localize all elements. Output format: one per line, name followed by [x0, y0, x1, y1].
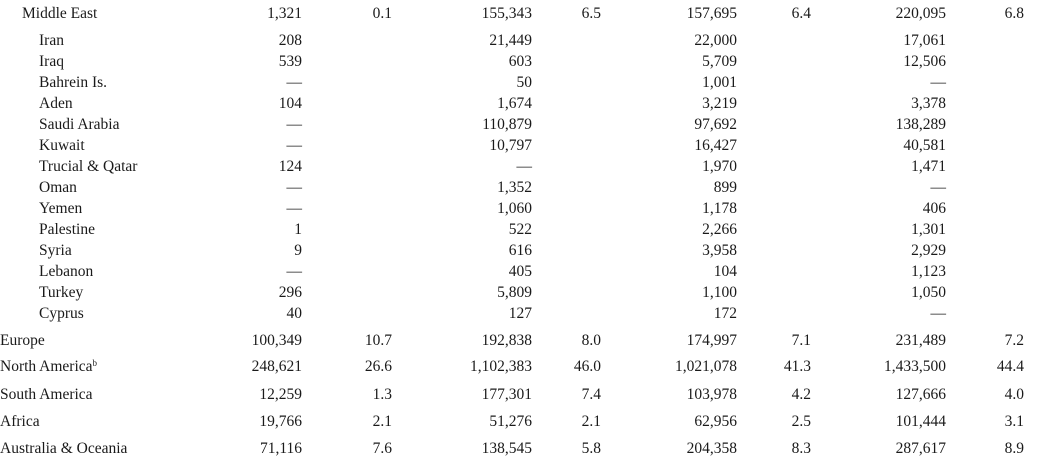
- table-row: [0, 439, 1042, 459]
- row-label-text: Iraq: [39, 53, 64, 70]
- table-row: [0, 52, 1042, 72]
- cell-c4: 2.1: [581, 413, 601, 430]
- cell-c3: —: [516, 158, 532, 175]
- row-label-text: Europe: [0, 332, 45, 349]
- cell-c2: 1.3: [372, 386, 392, 403]
- row-label-text: Turkey: [39, 284, 84, 301]
- cell-c7: 127,666: [895, 386, 946, 403]
- table-row: [0, 199, 1042, 219]
- cell-c7: 3,378: [911, 95, 946, 112]
- cell-c4: 7.4: [581, 386, 601, 403]
- cell-c5: 899: [713, 179, 737, 196]
- cell-c6: 7.1: [791, 332, 811, 349]
- cell-c7: 231,489: [895, 332, 946, 349]
- row-label-text: Saudi Arabia: [39, 116, 120, 133]
- row-label: [39, 73, 107, 93]
- cell-c3: 138,545: [481, 440, 532, 457]
- row-label: [39, 94, 73, 114]
- cell-c5: 157,695: [686, 5, 737, 22]
- cell-c5: 22,000: [694, 32, 737, 49]
- row-label-text: Australia & Oceania: [0, 440, 128, 457]
- row-label: [39, 178, 77, 198]
- cell-c6: 8.3: [791, 440, 811, 457]
- row-label: [0, 439, 127, 459]
- cell-c3: 10,797: [489, 137, 532, 154]
- cell-c5: 3,219: [702, 95, 737, 112]
- row-label: [0, 385, 93, 405]
- cell-c1: 1,321: [267, 5, 302, 22]
- cell-c8: 3.1: [1004, 413, 1024, 430]
- table-row: [0, 331, 1042, 351]
- cell-c1: 539: [278, 53, 302, 70]
- cell-c3: 127: [508, 305, 532, 322]
- row-label: [39, 115, 120, 135]
- row-label: [39, 157, 137, 177]
- cell-c1: 71,116: [259, 440, 302, 457]
- cell-c8: 44.4: [996, 358, 1024, 375]
- row-label-text: Syria: [39, 242, 72, 259]
- cell-c7: 1,050: [911, 284, 946, 301]
- cell-c2: 2.1: [372, 413, 392, 430]
- cell-c6: 4.2: [791, 386, 811, 403]
- row-label: [39, 220, 95, 240]
- cell-c7: —: [930, 179, 946, 196]
- cell-c1: 248,621: [251, 358, 302, 375]
- table-row: [0, 357, 1042, 377]
- table-row: [0, 304, 1042, 324]
- table-row: [0, 241, 1042, 261]
- row-label-text: Aden: [39, 95, 73, 112]
- cell-c1: 124: [278, 158, 302, 175]
- row-label: [39, 136, 85, 156]
- cell-c7: 40,581: [903, 137, 946, 154]
- row-label-text: Kuwait: [39, 137, 85, 154]
- cell-c1: —: [286, 263, 302, 280]
- row-label: [39, 304, 84, 324]
- table-row: [0, 283, 1042, 303]
- row-label-text: Palestine: [39, 221, 95, 238]
- cell-c3: 616: [508, 242, 532, 259]
- cell-c2: 0.1: [372, 5, 392, 22]
- table-row: [0, 94, 1042, 114]
- table-row: [0, 178, 1042, 198]
- cell-c7: 220,095: [895, 5, 946, 22]
- cell-c3: 110,879: [482, 116, 532, 133]
- table-row: [0, 115, 1042, 135]
- cell-c4: 5.8: [581, 440, 601, 457]
- footnote-marker: b: [92, 358, 98, 368]
- row-label: [39, 31, 64, 51]
- row-label-text: Middle East: [22, 5, 98, 22]
- cell-c5: 1,021,078: [675, 358, 737, 375]
- row-label-text: Africa: [0, 413, 40, 430]
- cell-c5: 174,997: [686, 332, 737, 349]
- cell-c5: 204,358: [686, 440, 737, 457]
- cell-c7: 1,301: [911, 221, 946, 238]
- row-label: [0, 357, 97, 377]
- row-label: [39, 283, 83, 303]
- cell-c6: 6.4: [791, 5, 811, 22]
- cell-c3: 405: [508, 263, 532, 280]
- cell-c6: 2.5: [791, 413, 811, 430]
- table-row: [0, 412, 1042, 432]
- cell-c4: 8.0: [581, 332, 601, 349]
- cell-c1: 208: [278, 32, 302, 49]
- cell-c3: 155,343: [481, 5, 532, 22]
- cell-c7: 406: [922, 200, 946, 217]
- cell-c3: 21,449: [489, 32, 532, 49]
- cell-c3: 5,809: [497, 284, 532, 301]
- cell-c3: 1,352: [497, 179, 532, 196]
- row-label: [0, 331, 45, 351]
- cell-c8: 8.9: [1004, 440, 1024, 457]
- row-label: [39, 262, 93, 282]
- table-row: [0, 220, 1042, 240]
- cell-c7: 1,471: [911, 158, 946, 175]
- table-row: [0, 157, 1042, 177]
- cell-c5: 2,266: [702, 221, 737, 238]
- table-row: [0, 136, 1042, 156]
- row-label-text: South America: [0, 386, 93, 403]
- cell-c5: 62,956: [694, 413, 737, 430]
- cell-c7: 138,289: [895, 116, 946, 133]
- row-label: [39, 52, 64, 72]
- cell-c2: 7.6: [372, 440, 392, 457]
- cell-c5: 5,709: [702, 53, 737, 70]
- cell-c1: 9: [294, 242, 302, 259]
- row-label-text: North America: [0, 358, 93, 375]
- cell-c7: 1,433,500: [884, 358, 946, 375]
- row-label-text: Lebanon: [39, 263, 94, 280]
- cell-c7: 17,061: [903, 32, 946, 49]
- cell-c3: 177,301: [481, 386, 532, 403]
- cell-c3: 51,276: [489, 413, 532, 430]
- cell-c5: 97,692: [694, 116, 737, 133]
- cell-c5: 172: [713, 305, 737, 322]
- cell-c1: 40: [286, 305, 302, 322]
- table-row: [0, 385, 1042, 405]
- cell-c4: 6.5: [581, 5, 601, 22]
- cell-c7: —: [930, 305, 946, 322]
- row-label-text: Bahrein Is.: [39, 74, 108, 91]
- cell-c3: 522: [508, 221, 532, 238]
- cell-c3: 192,838: [481, 332, 532, 349]
- cell-c5: 1,970: [702, 158, 737, 175]
- cell-c6: 41.3: [783, 358, 811, 375]
- table-row: [0, 73, 1042, 93]
- cell-c7: 2,929: [911, 242, 946, 259]
- cell-c1: —: [286, 200, 302, 217]
- cell-c8: 7.2: [1004, 332, 1024, 349]
- cell-c1: 12,259: [259, 386, 302, 403]
- cell-c3: 603: [508, 53, 532, 70]
- cell-c7: 101,444: [895, 413, 946, 430]
- cell-c5: 1,001: [702, 74, 737, 91]
- cell-c1: 100,349: [251, 332, 302, 349]
- cell-c2: 10.7: [364, 332, 392, 349]
- cell-c8: 4.0: [1004, 386, 1024, 403]
- cell-c8: 6.8: [1004, 5, 1024, 22]
- cell-c5: 1,100: [702, 284, 737, 301]
- row-label: [39, 241, 72, 261]
- cell-c7: 12,506: [903, 53, 946, 70]
- cell-c7: 1,123: [911, 263, 946, 280]
- cell-c1: —: [286, 116, 302, 133]
- row-label-text: Iran: [39, 32, 64, 49]
- cell-c1: 296: [278, 284, 302, 301]
- cell-c3: 1,674: [497, 95, 532, 112]
- row-label: [22, 4, 97, 24]
- cell-c5: 1,178: [702, 200, 737, 217]
- table-row: [0, 4, 1042, 24]
- cell-c1: —: [286, 179, 302, 196]
- row-label: [39, 199, 82, 219]
- cell-c1: —: [286, 137, 302, 154]
- row-label-text: Yemen: [39, 200, 83, 217]
- cell-c7: 287,617: [895, 440, 946, 457]
- cell-c1: 19,766: [259, 413, 302, 430]
- cell-c5: 103,978: [686, 386, 737, 403]
- cell-c5: 104: [713, 263, 737, 280]
- row-label-text: Trucial & Qatar: [39, 158, 138, 175]
- table-row: [0, 31, 1042, 51]
- cell-c5: 16,427: [694, 137, 737, 154]
- cell-c5: 3,958: [702, 242, 737, 259]
- cell-c1: 104: [278, 95, 302, 112]
- row-label: [0, 412, 40, 432]
- cell-c2: 26.6: [364, 358, 392, 375]
- cell-c3: 50: [516, 74, 532, 91]
- table-row: [0, 262, 1042, 282]
- row-label-text: Cyprus: [39, 305, 84, 322]
- row-label-text: Oman: [39, 179, 77, 196]
- cell-c1: 1: [294, 221, 302, 238]
- cell-c3: 1,060: [497, 200, 532, 217]
- cell-c3: 1,102,383: [470, 358, 532, 375]
- cell-c1: —: [286, 74, 302, 91]
- cell-c4: 46.0: [573, 358, 601, 375]
- cell-c7: —: [930, 74, 946, 91]
